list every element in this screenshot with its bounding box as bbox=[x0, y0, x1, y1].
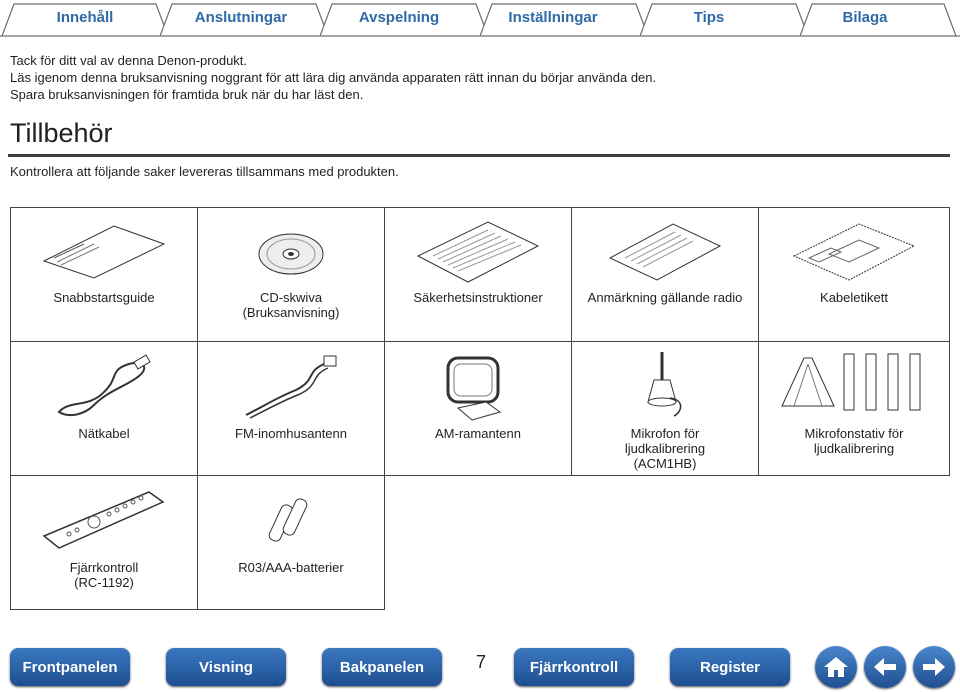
accessory-cell bbox=[384, 207, 572, 342]
accessory-cell bbox=[197, 207, 385, 342]
top-tab-bar bbox=[0, 0, 960, 38]
am-antenna-icon bbox=[438, 350, 518, 425]
cd-rom-icon bbox=[251, 216, 331, 286]
intro-line: Läs igenom denna bruksanvisning noggrant för att lära dig använda apparaten rätt innan du börjar använda den. bbox=[10, 70, 657, 85]
microphone-stand-icon bbox=[774, 350, 934, 425]
accessory-label: Snabbstartsguide bbox=[53, 290, 155, 305]
front-panel-button[interactable]: Frontpanelen bbox=[10, 648, 130, 686]
batteries-icon bbox=[261, 484, 321, 559]
accessory-cell bbox=[197, 475, 385, 610]
accessory-label: Nätkabel bbox=[78, 426, 130, 441]
tab-settings[interactable]: Inställningar bbox=[508, 9, 598, 26]
heading-rule bbox=[8, 154, 950, 157]
power-cord-icon bbox=[49, 350, 159, 425]
remote-control-icon bbox=[39, 484, 169, 559]
page-title: Tillbehör bbox=[10, 118, 113, 148]
accessory-cell bbox=[758, 341, 950, 476]
tab-tips[interactable]: Tips bbox=[693, 9, 725, 26]
page-number: 7 bbox=[475, 652, 486, 672]
microphone-icon bbox=[630, 350, 700, 425]
intro-line: Spara bruksanvisningen för framtida bruk när du har läst den. bbox=[10, 87, 364, 102]
display-button[interactable]: Visning bbox=[166, 648, 286, 686]
accessory-label: FM-inomhusantenn bbox=[235, 426, 347, 441]
section-description: Kontrollera att följande saker levereras tillsammans med produkten. bbox=[10, 164, 399, 179]
back-button[interactable] bbox=[864, 646, 906, 688]
tab-connections[interactable]: Anslutningar bbox=[194, 9, 288, 26]
accessory-cell bbox=[384, 341, 572, 476]
intro-text bbox=[10, 52, 656, 103]
accessory-label: (RC-1192) bbox=[74, 575, 134, 590]
quick-start-guide-icon bbox=[39, 216, 169, 286]
intro-line: Tack för ditt val av denna Denon-produkt. bbox=[10, 53, 248, 68]
accessory-label: Anmärkning gällande radio bbox=[587, 290, 743, 305]
accessory-label: (Bruksanvisning) bbox=[242, 305, 340, 320]
accessory-label: R03/AAA-batterier bbox=[238, 560, 344, 575]
tab-contents[interactable]: Innehåll bbox=[56, 9, 114, 26]
arrow-left-icon bbox=[872, 656, 898, 678]
accessory-label: AM-ramantenn bbox=[435, 426, 521, 441]
index-button[interactable]: Register bbox=[670, 648, 790, 686]
accessory-label: Mikrofonstativ för bbox=[804, 426, 904, 441]
remote-control-button[interactable]: Fjärrkontroll bbox=[514, 648, 634, 686]
accessory-label: Kabeletikett bbox=[820, 290, 888, 305]
accessory-cell bbox=[10, 475, 198, 610]
accessory-label: (ACM1HB) bbox=[633, 456, 697, 471]
accessory-cell bbox=[10, 207, 198, 342]
accessory-label: ljudkalibrering bbox=[813, 441, 895, 456]
accessory-label: Mikrofon för bbox=[630, 426, 700, 441]
cable-label-icon bbox=[789, 216, 919, 288]
arrow-right-icon bbox=[921, 656, 947, 678]
forward-button[interactable] bbox=[913, 646, 955, 688]
rear-panel-button[interactable]: Bakpanelen bbox=[322, 648, 442, 686]
safety-instructions-icon bbox=[413, 216, 543, 288]
accessory-cell bbox=[758, 207, 950, 342]
accessory-label: Säkerhetsinstruktioner bbox=[413, 290, 543, 305]
home-button[interactable] bbox=[815, 646, 857, 688]
accessory-cell bbox=[10, 341, 198, 476]
accessory-cell bbox=[571, 207, 759, 342]
tab-playback[interactable]: Avspelning bbox=[358, 9, 440, 26]
accessory-cell bbox=[571, 341, 759, 476]
home-icon bbox=[823, 655, 849, 679]
accessory-label: Fjärrkontroll bbox=[69, 560, 139, 575]
fm-antenna-icon bbox=[236, 350, 346, 425]
accessory-label: CD-skwiva bbox=[259, 290, 323, 305]
accessory-cell bbox=[197, 341, 385, 476]
accessory-label: ljudkalibrering bbox=[624, 441, 706, 456]
tab-appendix[interactable]: Bilaga bbox=[842, 9, 888, 26]
radio-notice-icon bbox=[605, 216, 725, 288]
